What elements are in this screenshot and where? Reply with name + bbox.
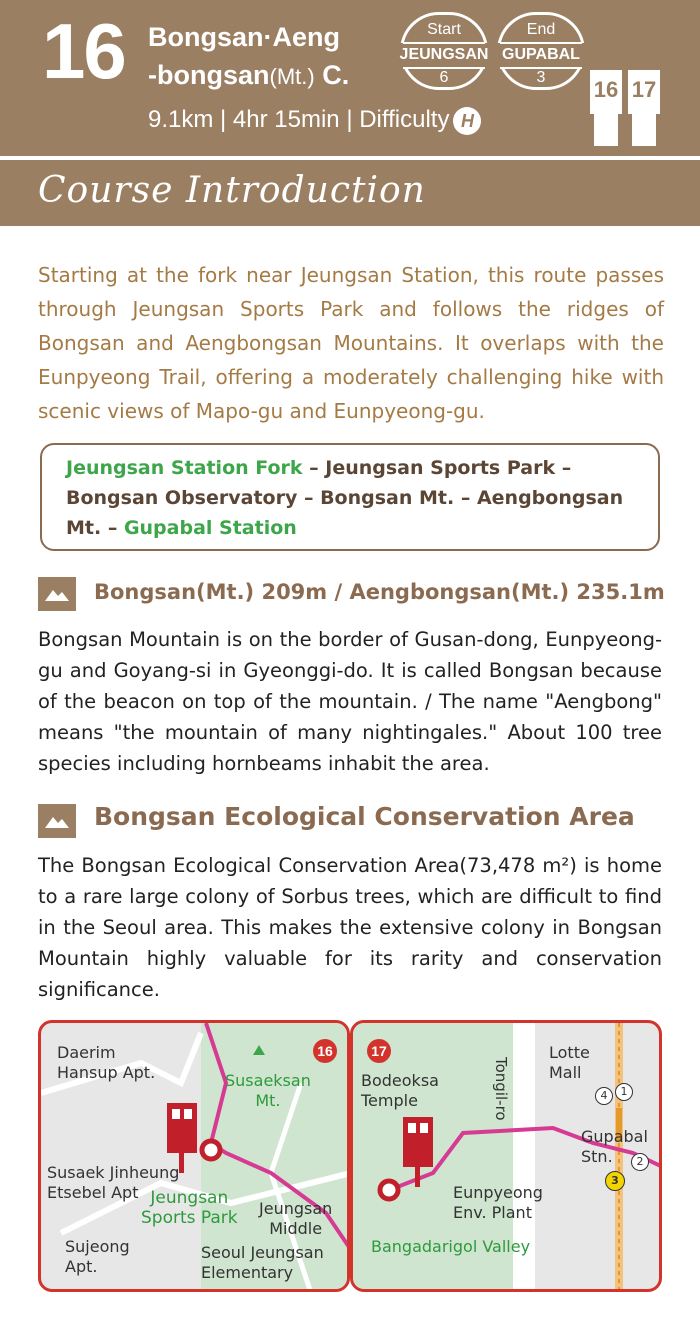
course-16-badge: 16 [313,1039,337,1063]
map-label-sujeong: Sujeong Apt. [65,1237,130,1276]
tab-17-stem [632,114,656,146]
course-name-mt: (Mt.) [269,64,315,89]
start-label: Start [427,21,461,38]
course-number: 16 [42,7,125,95]
mountain-icon [38,804,76,838]
exit-2-marker: 2 [631,1153,649,1171]
end-line-number: 3 [536,69,546,86]
map-label-susaek-apt: Susaek Jinheung Etsebel Apt [47,1163,180,1202]
map-label-bodeoksa: Bodeoksa Temple [361,1071,439,1110]
line-3-marker: 3 [605,1171,625,1191]
intro-paragraph: Starting at the fork near Jeungsan Station, this route passes through Jeungsan Sports Park and follows the ridges of Bongsan and Aengbongsan Mountains. It overlaps with the Eunpyeong Trail, offering a moderately challenging hike with scenic views of Mapo-gu and Eunpyeong-gu. [38,263,664,423]
route-summary-box [40,443,660,551]
stamp-divider [403,42,485,44]
map-course-17 [350,1020,662,1292]
map-label-valley: Bangadarigol Valley [371,1237,531,1256]
route-start: Jeungsan Station Fork [66,457,303,479]
start-station-name: JEUNGSAN [397,43,491,67]
course-header [0,0,700,156]
map-label-env-plant: Eunpyeong Env. Plant [453,1183,543,1222]
section1-paragraph: Bongsan Mountain is on the border of Gusan-dong, Eunpyeong-gu and Goyang-si in Gyeonggi-do. It is called Bongsan because of the beacon on top of the mountain. / The name "Aengbong" means "the mountain of many nightingales." About 100 tree species including hornbeams inhabit the area. [38,628,662,775]
course-meta-text: 9.1km | 4hr 15min | Difficulty [148,106,450,133]
route-end: Gupabal Station [123,517,297,539]
map-label-sports-park: Jeungsan Sports Park [141,1188,238,1228]
end-station-stamp [497,12,585,90]
map-label-gupabal-station: Gupabal Stn. [581,1127,648,1166]
start-station-stamp [400,12,488,90]
section2-heading: Bongsan Ecological Conservation Area [94,802,635,831]
end-label: End [526,21,556,38]
map-label-lotte-mall: Lotte Mall [549,1043,590,1082]
map-course-16 [38,1020,350,1292]
section2-paragraph: The Bongsan Ecological Conservation Area(73,478 m²) is home to a rare large colony of Sorbus trees, which are difficult to find in the Seoul area. This makes the extensive colony in Bongsan Mountain highly valuable for its rarity and conservation significance. [38,854,662,1001]
map-label-susaeksan: Susaeksan Mt. [225,1071,311,1110]
stamp-divider [500,42,582,44]
course-tabs [590,70,666,146]
course-introduction-bar [0,160,700,226]
section1-heading: Bongsan(Mt.) 209m / Aengbongsan(Mt.) 235.1m [94,580,665,604]
map-label-daerim: Daerim Hansup Apt. [57,1043,156,1082]
course-meta [148,106,481,135]
exit-4-marker: 4 [595,1087,613,1105]
course-name-main: -bongsan [148,60,270,90]
start-line-number: 6 [439,69,449,86]
course-name-line1: Bongsan·Aeng [148,22,340,52]
map-label-tongil-ro: Tongil-ro [492,1057,510,1121]
course-17-badge: 17 [367,1039,391,1063]
end-station-name: GUPABAL [494,43,588,67]
tab-17[interactable]: 17 [628,70,660,114]
course-name-tail: C. [322,60,350,90]
route-middle: – Jeungsan Sports Park – Bongsan Observatory – Bongsan Mt. – Aengbongsan Mt. – [66,457,624,539]
course-name-line2 [148,60,349,91]
mountain-icon [38,577,76,611]
tab-16[interactable]: 16 [590,70,622,114]
difficulty-hard-icon: H [453,107,481,135]
section-title: Course Introduction [38,170,426,211]
map-label-middle-school: Jeungsan Middle [259,1199,333,1238]
exit-1-marker: 1 [615,1083,633,1101]
map-label-elementary: Seoul Jeungsan Elementary [201,1243,324,1282]
tab-16-stem [594,114,618,146]
